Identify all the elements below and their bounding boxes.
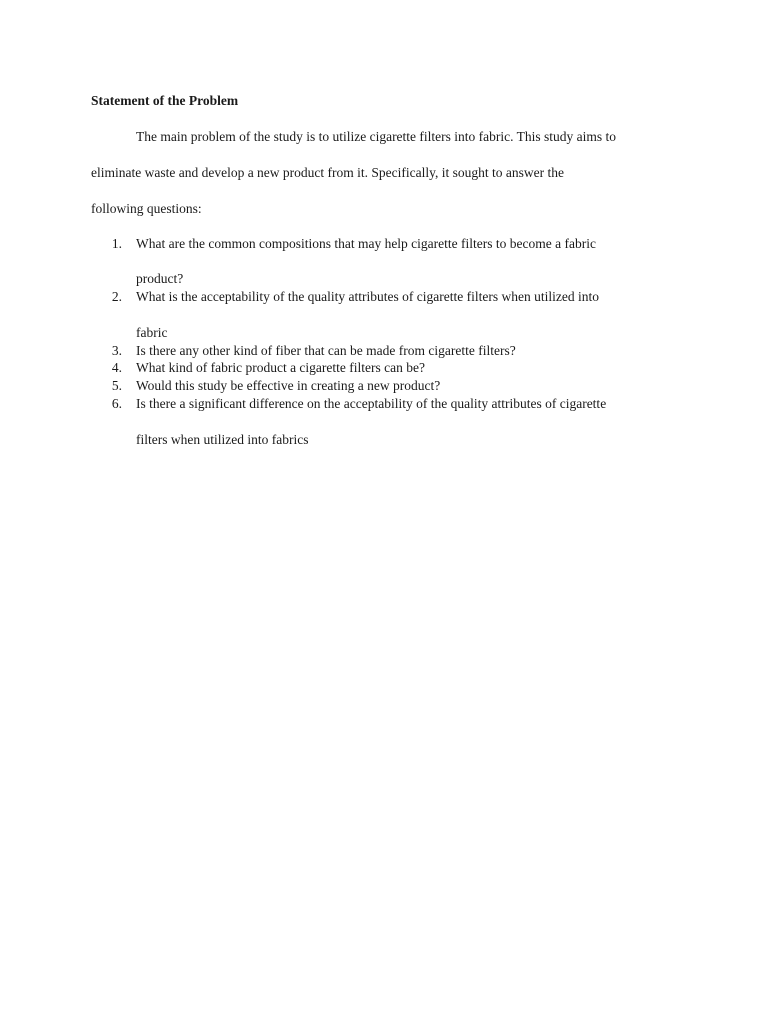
- question-6-line-1: Is there a significant difference on the acceptability of the quality attributes of cigarette: [136, 396, 607, 411]
- intro-line-1: The main problem of the study is to utilize cigarette filters into fabric. This study aims to: [136, 129, 617, 144]
- question-number-1: 1.: [111, 236, 122, 251]
- section-heading: Statement of the Problem: [91, 93, 239, 108]
- question-2-line-2: fabric: [136, 325, 168, 340]
- question-3-line-1: Is there any other kind of fiber that can be made from cigarette filters?: [136, 343, 516, 358]
- question-number-5: 5.: [111, 378, 122, 393]
- question-number-2: 2.: [111, 289, 122, 304]
- question-number-4: 4.: [111, 360, 122, 375]
- question-6-line-2: filters when utilized into fabrics: [136, 432, 309, 447]
- question-1-line-2: product?: [136, 271, 184, 286]
- intro-line-2: eliminate waste and develop a new product from it. Specifically, it sought to answer the: [91, 165, 564, 180]
- question-2-line-1: What is the acceptability of the quality attributes of cigarette filters when utilized into: [136, 289, 599, 304]
- question-number-3: 3.: [111, 343, 122, 358]
- intro-line-3: following questions:: [91, 201, 202, 216]
- question-number-6: 6.: [111, 396, 122, 411]
- question-5-line-1: Would this study be effective in creating a new product?: [136, 378, 441, 393]
- question-4-line-1: What kind of fabric product a cigarette filters can be?: [136, 360, 425, 375]
- question-1-line-1: What are the common compositions that may help cigarette filters to become a fabric: [136, 236, 596, 251]
